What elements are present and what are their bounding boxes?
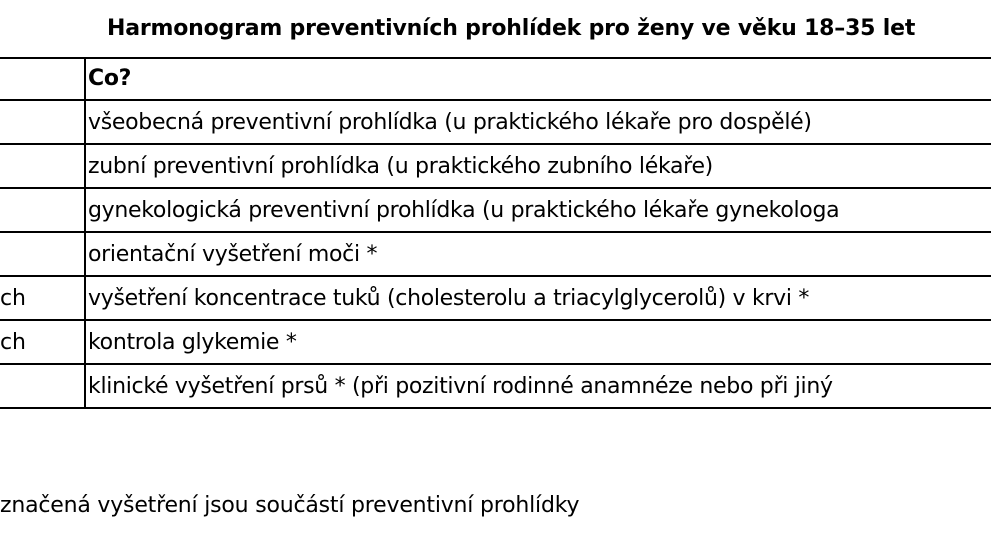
table-row <box>0 145 991 189</box>
row-cell-right <box>86 233 991 275</box>
row-cell-right-text: vyšetření koncentrace tuků (cholesterolu a triacylglycerolů) v krvi * <box>88 286 810 311</box>
row-cell-left-text: ch <box>0 330 26 355</box>
row-cell-right <box>86 365 991 407</box>
row-cell-right-text: gynekologická preventivní prohlídka (u praktického lékaře gynekologa <box>88 198 840 223</box>
header-cell-right <box>86 57 991 99</box>
header-cell-left <box>0 57 86 99</box>
table-row <box>0 321 991 365</box>
row-cell-left <box>0 321 86 363</box>
title-row <box>0 0 991 59</box>
row-cell-left <box>0 233 86 275</box>
table-title: Harmonogram preventivních prohlídek pro ženy ve věku 18–35 let <box>107 16 916 41</box>
row-cell-left <box>0 145 86 187</box>
table-row <box>0 365 991 409</box>
row-cell-right <box>86 189 991 231</box>
schedule-table <box>0 57 991 409</box>
row-cell-right <box>86 277 991 319</box>
row-cell-left <box>0 277 86 319</box>
table-row <box>0 277 991 321</box>
header-cell-co: Co? <box>88 66 132 91</box>
footnote: značená vyšetření jsou součástí preventivní prohlídky <box>0 493 580 518</box>
table-row <box>0 233 991 277</box>
row-cell-left <box>0 101 86 143</box>
row-cell-left <box>0 189 86 231</box>
row-cell-right-text: všeobecná preventivní prohlídka (u praktického lékaře pro dospělé) <box>88 110 812 135</box>
row-cell-right-text: zubní preventivní prohlídka (u praktického zubního lékaře) <box>88 154 713 179</box>
row-cell-right <box>86 321 991 363</box>
row-cell-right-text: kontrola glykemie * <box>88 330 297 355</box>
row-cell-left-text: ch <box>0 286 26 311</box>
table-row <box>0 189 991 233</box>
row-cell-right-text: klinické vyšetření prsů * (při pozitivní rodinné anamnéze nebo při jiný <box>88 374 833 399</box>
table-row <box>0 101 991 145</box>
table-header-row <box>0 57 991 101</box>
row-cell-right <box>86 101 991 143</box>
row-cell-right <box>86 145 991 187</box>
row-cell-left <box>0 365 86 407</box>
row-cell-right-text: orientační vyšetření moči * <box>88 242 378 267</box>
